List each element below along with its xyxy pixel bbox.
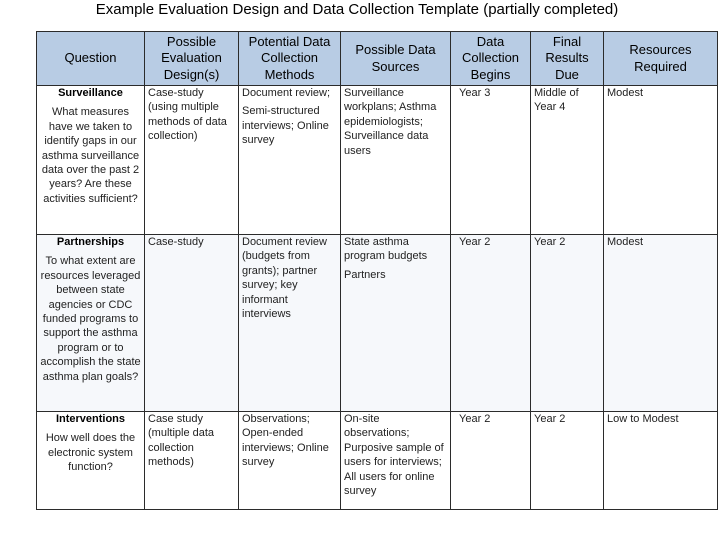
header-resources-required: Resources Required <box>604 32 718 86</box>
header-question: Question <box>37 32 145 86</box>
resources-cell: Modest <box>604 86 718 235</box>
begins-cell: Year 2 <box>451 412 531 510</box>
resources-cell: Low to Modest <box>604 412 718 510</box>
resources-cell: Modest <box>604 235 718 412</box>
header-evaluation-design: Possible Evaluation Design(s) <box>145 32 239 86</box>
page-title: Example Evaluation Design and Data Collection Template (partially completed) <box>95 1 619 18</box>
sources-text-continued: Partners <box>344 268 386 281</box>
question-cell <box>37 86 145 235</box>
question-text: To what extent are resources leveraged between state agencies or CDC funded programs to support the asthma program or to accomplish the state asthma plan goals? <box>40 255 141 383</box>
question-text: What measures have we taken to identify gaps in our asthma surveillance data over the past 2 years? Are these activities sufficient? <box>41 106 140 205</box>
question-heading: Interventions <box>55 413 126 425</box>
header-results-due: Final Results Due <box>531 32 604 86</box>
design-cell: Case study (multiple data collection methods) <box>145 412 239 510</box>
table-row <box>37 235 718 412</box>
due-cell: Year 2 <box>531 412 604 510</box>
design-cell: Case-study <box>145 235 239 412</box>
sources-cell <box>341 235 451 412</box>
question-text: How well does the electronic system function? <box>45 432 136 474</box>
begins-cell: Year 3 <box>451 86 531 235</box>
question-cell <box>37 412 145 510</box>
evaluation-template-table <box>36 31 718 510</box>
sources-cell: Surveillance workplans; Asthma epidemiologists; Surveillance data users <box>341 86 451 235</box>
sources-cell: On-site observations; Purposive sample of users for interviews; All users for online survey <box>341 412 451 510</box>
methods-cell: Observations; Open-ended interviews; Online survey <box>239 412 341 510</box>
due-cell: Middle of Year 4 <box>531 86 604 235</box>
table-row <box>37 412 718 510</box>
methods-text: Document review; <box>242 87 331 99</box>
due-cell: Year 2 <box>531 235 604 412</box>
header-row <box>37 32 718 86</box>
header-data-sources: Possible Data Sources <box>341 32 451 86</box>
design-cell: Case-study (using multiple methods of data collection) <box>145 86 239 235</box>
methods-cell: Document review (budgets from grants); partner survey; key informant interviews <box>239 235 341 412</box>
begins-cell: Year 2 <box>451 235 531 412</box>
methods-cell <box>239 86 341 235</box>
question-heading: Surveillance <box>58 87 123 99</box>
question-heading: Partnerships <box>56 236 125 248</box>
sources-text: State asthma program budgets <box>344 236 428 263</box>
header-data-collection-methods: Potential Data Collection Methods <box>239 32 341 86</box>
header-collection-begins: Data Collection Begins <box>451 32 531 86</box>
table-row <box>37 86 718 235</box>
question-cell <box>37 235 145 412</box>
methods-text-continued: Semi-structured interviews; Online survey <box>242 105 329 147</box>
